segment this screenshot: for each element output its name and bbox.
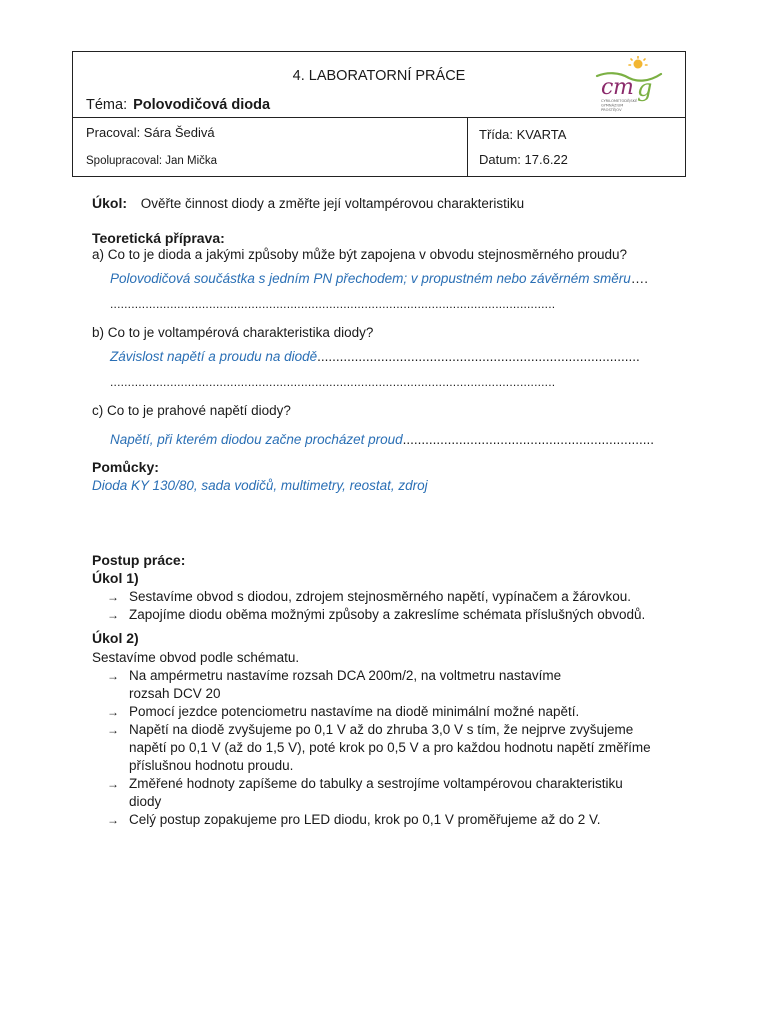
trida-field: Třída: KVARTA (479, 127, 567, 142)
answer-b-text: Závislost napětí a proudu na diodě (110, 349, 318, 364)
question-c: c) Co to je prahové napětí diody? (92, 403, 291, 418)
arrow-bullet-icon: → (107, 723, 119, 737)
svg-text:CYRILOMETODĚJSKÉ: CYRILOMETODĚJSKÉ (601, 99, 638, 103)
ukol1-list (92, 588, 682, 624)
answer-a-text: Polovodičová součástka s jedním PN přechodem; v propustném nebo závěrném směru (110, 271, 631, 286)
list-item: → Pomocí jezdce potenciometru nastavíme na diodě minimální možné napětí. (107, 704, 580, 719)
arrow-bullet-icon: → (107, 608, 119, 622)
ukol-text: Ověřte činnost diody a změřte její voltampérovou charakteristiku (140, 196, 525, 211)
ukol1-heading: Úkol 1) (92, 570, 139, 586)
header-divider-horizontal (73, 117, 685, 118)
arrow-bullet-icon: → (107, 590, 119, 604)
tema-label: Téma: (86, 97, 128, 113)
ukol-label: Úkol: (92, 195, 127, 211)
ukol2-intro: Sestavíme obvod podle schématu. (92, 650, 300, 665)
pomucky-heading: Pomůcky: (92, 459, 159, 475)
header-table (72, 51, 686, 177)
answer-b-dots: ...................................................................................... (317, 349, 640, 364)
school-logo (593, 56, 673, 118)
answer-a-dots: …. (630, 271, 649, 286)
ukol2-list (92, 667, 692, 829)
arrow-bullet-icon: → (107, 669, 119, 683)
question-a: a) Co to je dioda a jakými způsoby může být zapojena v obvodu stejnosměrného proudu? (92, 247, 628, 262)
list-item: → Zapojíme diodu oběma možnými způsoby a zakreslíme schémata příslušných obvodů. (107, 607, 646, 622)
svg-text:GYMNÁZIUM: GYMNÁZIUM (601, 103, 624, 108)
lab-title: 4. LABORATORNÍ PRÁCE (292, 68, 466, 84)
arrow-bullet-icon: → (107, 777, 119, 791)
ukol2-heading: Úkol 2) (92, 630, 139, 646)
question-b: b) Co to je voltampérová charakteristika diody? (92, 325, 374, 340)
tema-value: Polovodičová dioda (133, 97, 271, 113)
sun-icon (629, 57, 647, 69)
datum-field: Datum: 17.6.22 (479, 152, 568, 167)
header-divider-vertical (467, 117, 468, 177)
arrow-bullet-icon: → (107, 705, 119, 719)
answer-b-line2: .............................................................................................................................. (110, 375, 556, 389)
answer-c-dots: ................................................................... (402, 432, 654, 447)
answer-c-text: Napětí, při kterém diodou začne procházet proud (110, 432, 403, 447)
list-item: → Na ampérmetru nastavíme rozsah DCA 200m/2, na voltmetru nastavíme rozsah DCV 20 (107, 668, 562, 701)
ukol-line (92, 195, 524, 211)
list-item: → Celý postup zopakujeme pro LED diodu, krok po 0,1 V proměřujeme až do 2 V. (107, 812, 601, 827)
list-item: → Sestavíme obvod s diodou, zdrojem stejnosměrného napětí, vypínačem a žárovkou. (107, 589, 632, 604)
arrow-bullet-icon: → (107, 813, 119, 827)
answer-a-line2: .............................................................................................................................. (110, 297, 556, 311)
svg-text:g: g (637, 74, 653, 102)
svg-text:PROSTĚJOV: PROSTĚJOV (601, 108, 622, 112)
tema-line (86, 97, 270, 113)
svg-text:m: m (613, 75, 634, 100)
spolupracoval-field: Spolupracoval: Jan Mička (86, 155, 218, 167)
postup-heading: Postup práce: (92, 552, 186, 568)
list-item: → Změřené hodnoty zapíšeme do tabulky a sestrojíme voltampérovou charakteristiku diody (107, 776, 623, 809)
answer-b (110, 349, 640, 364)
teoreticka-heading: Teoretická příprava: (92, 230, 225, 246)
answer-a (110, 271, 648, 286)
pomucky-text: Dioda KY 130/80, sada vodičů, multimetry, reostat, zdroj (92, 478, 428, 493)
pracoval-field: Pracoval: Sára Šedivá (86, 125, 215, 140)
svg-text:c: c (601, 75, 614, 100)
list-item: → Napětí na diodě zvyšujeme po 0,1 V až do zhruba 3,0 V s tím, že nejprve zvyšujeme napětí po 0,1 V (až do 1,5 V), poté krok po 0,5 V a pro každou hodnotu napětí změříme příslušnou hodnotu proudu. (107, 722, 651, 773)
answer-c (110, 432, 654, 447)
